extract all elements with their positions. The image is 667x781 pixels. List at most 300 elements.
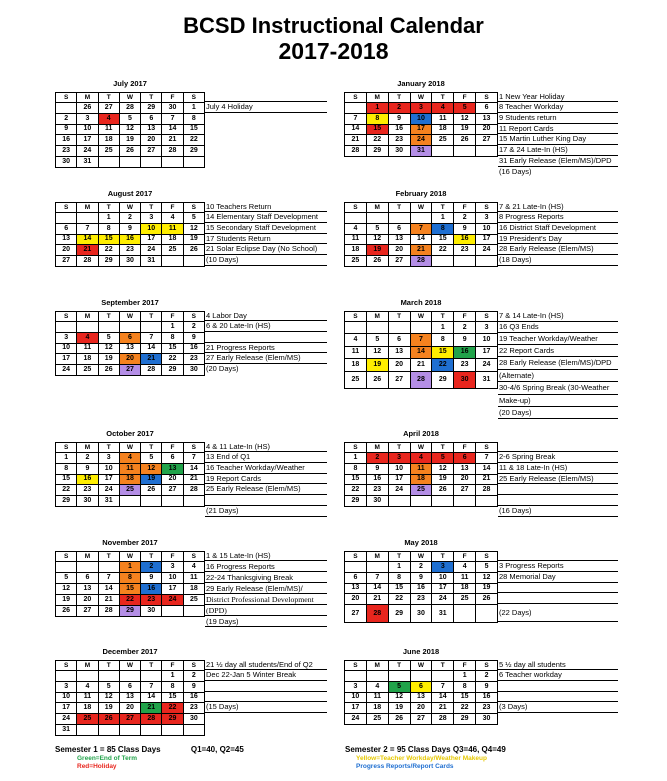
day-cell: 17 (98, 474, 119, 485)
day-cell: 29 (345, 496, 367, 507)
day-cell: 27 (119, 365, 140, 376)
day-cell (119, 156, 140, 167)
day-cell: 10 (141, 223, 162, 234)
day-cell (98, 322, 119, 333)
day-cell (162, 156, 183, 167)
day-cell: 9 (476, 681, 498, 692)
day-cell: 20 (141, 135, 162, 146)
event-note: 22 Report Cards (498, 345, 618, 357)
day-cell: 27 (162, 485, 183, 496)
day-cell: 27 (345, 605, 367, 623)
day-cell: 4 (77, 332, 98, 343)
day-cell: 6 (119, 681, 140, 692)
day-cell: 12 (98, 692, 119, 703)
day-cell: 11 (345, 346, 367, 358)
day-cell: 12 (366, 234, 388, 245)
day-cell: 30 (162, 103, 183, 114)
day-cell: 15 (345, 474, 367, 485)
event-note: 16 Progress Reports (205, 561, 327, 572)
day-cell: 18 (162, 234, 183, 245)
day-cell: 26 (476, 594, 498, 605)
day-cell: 25 (454, 594, 476, 605)
day-cell: 1 (432, 213, 454, 224)
day-cell: 19 (98, 354, 119, 365)
semester-1-quarters: Q1=40, Q2=45 (190, 745, 244, 754)
day-cell: 10 (432, 572, 454, 583)
day-cell: 5 (388, 681, 410, 692)
day-cell: 4 (77, 681, 98, 692)
day-cell: 2 (77, 453, 98, 464)
day-cell: 24 (98, 485, 119, 496)
day-cell: 22 (98, 245, 119, 256)
day-cell: 24 (162, 595, 183, 606)
day-cell (388, 213, 410, 224)
day-cell: 28 (432, 714, 454, 725)
day-cell: 6 (77, 573, 98, 584)
event-note: 16 Q3 Ends (498, 322, 618, 333)
day-cell: 27 (388, 256, 410, 267)
day-cell: 24 (388, 485, 410, 496)
day-cell: 23 (366, 485, 388, 496)
day-cell (454, 496, 476, 507)
day-cell: 3 (98, 453, 119, 464)
day-cell: 29 (56, 496, 77, 507)
event-note: 19 Teacher Workday/Weather (498, 333, 618, 345)
event-note (205, 692, 327, 703)
day-cell: 4 (410, 453, 432, 464)
day-cell: 31 (410, 146, 432, 157)
day-cell: 30 (119, 256, 140, 267)
day-cell: 15 (432, 234, 454, 245)
weekday-header: T (388, 312, 410, 322)
day-cell: 12 (388, 692, 410, 703)
day-cell: 18 (345, 245, 367, 256)
month-name: October 2017 (106, 429, 154, 438)
day-cell: 2 (366, 453, 388, 464)
event-note: 15 Secondary Staff Development (205, 223, 327, 234)
weekday-header: S (56, 443, 77, 453)
day-cell: 15 (432, 346, 454, 358)
day-cell: 19 (432, 474, 454, 485)
day-cell: 15 (56, 474, 77, 485)
day-cell: 6 (119, 332, 140, 343)
event-note (205, 495, 327, 506)
weekday-header: T (432, 552, 454, 562)
day-cell (77, 562, 98, 573)
event-note (205, 681, 327, 692)
day-cell: 25 (345, 371, 367, 389)
day-cell (56, 671, 77, 682)
day-cell (432, 256, 454, 267)
event-note: 25 Early Release (Elem/MS) (205, 484, 327, 495)
day-cell (77, 724, 98, 735)
day-cell: 17 (388, 474, 410, 485)
day-cell: 10 (410, 113, 432, 124)
event-note (498, 551, 618, 561)
day-cell: 20 (56, 245, 77, 256)
day-cell: 1 (183, 103, 204, 114)
weekday-header: T (141, 443, 162, 453)
day-cell (162, 724, 183, 735)
day-cell: 3 (476, 322, 498, 334)
day-cell: 10 (162, 573, 183, 584)
weekday-header: T (388, 203, 410, 213)
day-cell: 11 (366, 692, 388, 703)
day-cell (162, 496, 183, 507)
day-cell: 22 (454, 703, 476, 714)
event-note: Make-up) (498, 395, 618, 407)
legend-red: Red=Holiday (77, 763, 117, 770)
event-note: 14 Elementary Staff Development (205, 212, 327, 223)
day-cell: 27 (388, 371, 410, 389)
day-cell: 20 (476, 124, 498, 135)
day-cell: 20 (388, 359, 410, 371)
day-cell (432, 496, 454, 507)
weekday-header: T (98, 203, 119, 213)
day-cell: 10 (388, 463, 410, 474)
day-cell: 19 (366, 359, 388, 371)
weekday-header: F (162, 312, 183, 322)
day-cell: 26 (119, 146, 140, 157)
day-cell: 28 (345, 146, 367, 157)
semester-2-summary: Semester 2 = 95 Class Days Q3=46, Q4=49 (345, 745, 506, 754)
day-cell: 16 (183, 692, 204, 703)
day-cell: 22 (388, 594, 410, 605)
day-cell (56, 562, 77, 573)
day-cell: 7 (476, 453, 498, 464)
day-cell: 13 (141, 124, 162, 135)
day-cell: 22 (366, 135, 388, 146)
day-cell: 17 (476, 234, 498, 245)
day-cell (388, 322, 410, 334)
calendar-grid (55, 92, 205, 168)
day-cell: 29 (162, 365, 183, 376)
day-cell: 22 (162, 703, 183, 714)
day-cell: 25 (162, 245, 183, 256)
day-cell: 6 (454, 453, 476, 464)
day-cell: 20 (454, 474, 476, 485)
calendar-grid (55, 311, 205, 376)
day-cell: 1 (345, 453, 367, 464)
event-note: 21 Solar Eclipse Day (No School) (205, 244, 327, 255)
weekday-header: S (56, 552, 77, 562)
day-cell: 26 (388, 714, 410, 725)
weekday-header: T (432, 312, 454, 322)
day-cell: 27 (476, 135, 498, 146)
calendar-grid (55, 202, 205, 267)
day-cell: 5 (476, 562, 498, 573)
day-cell: 14 (141, 343, 162, 354)
weekday-header: T (141, 312, 162, 322)
day-cell: 25 (119, 485, 140, 496)
day-cell: 19 (388, 703, 410, 714)
event-note: (21 Days) (205, 506, 327, 517)
day-cell: 7 (98, 573, 119, 584)
day-cell: 25 (77, 714, 98, 725)
weekday-header: W (410, 443, 432, 453)
day-cell: 17 (56, 703, 77, 714)
day-cell: 17 (345, 703, 367, 714)
day-cell: 27 (141, 146, 162, 157)
day-cell: 2 (454, 213, 476, 224)
day-cell: 19 (454, 124, 476, 135)
day-cell: 20 (119, 354, 140, 365)
day-cell: 1 (162, 671, 183, 682)
day-cell: 17 (77, 135, 98, 146)
day-cell: 24 (56, 714, 77, 725)
day-cell: 4 (366, 681, 388, 692)
weekday-header: S (476, 443, 498, 453)
legend-yellow: Yellow=Teacher Workday/Weather Makeup (356, 755, 487, 762)
day-cell: 23 (410, 594, 432, 605)
day-cell (345, 562, 367, 573)
weekday-header: T (141, 203, 162, 213)
weekday-header: M (77, 93, 98, 103)
day-cell: 28 (183, 485, 204, 496)
day-cell: 19 (183, 234, 204, 245)
day-cell: 15 (119, 584, 140, 595)
day-cell: 3 (56, 332, 77, 343)
day-cell (432, 671, 454, 682)
day-cell: 31 (141, 256, 162, 267)
day-cell: 10 (345, 692, 367, 703)
weekday-header: T (388, 661, 410, 671)
day-cell: 7 (162, 113, 183, 124)
day-cell: 26 (77, 103, 98, 114)
day-cell: 9 (454, 223, 476, 234)
day-cell: 18 (77, 703, 98, 714)
day-cell: 9 (454, 334, 476, 346)
day-cell: 22 (183, 135, 204, 146)
day-cell: 5 (366, 223, 388, 234)
day-cell: 3 (141, 213, 162, 224)
day-cell: 21 (432, 703, 454, 714)
day-cell: 4 (345, 334, 367, 346)
event-note: (22 Days) (498, 604, 618, 622)
weekday-header: T (98, 93, 119, 103)
day-cell (183, 256, 204, 267)
day-cell: 18 (432, 124, 454, 135)
event-note: (20 Days) (498, 407, 618, 419)
day-cell: 10 (98, 463, 119, 474)
day-cell: 25 (183, 595, 204, 606)
event-note: 5 ½ day all students (498, 660, 618, 670)
day-cell: 14 (183, 463, 204, 474)
day-cell (476, 496, 498, 507)
day-cell: 3 (388, 453, 410, 464)
day-cell: 14 (162, 124, 183, 135)
day-cell: 28 (141, 365, 162, 376)
day-cell: 29 (432, 371, 454, 389)
weekday-header: F (162, 552, 183, 562)
weekday-header: M (366, 312, 388, 322)
day-cell (162, 256, 183, 267)
weekday-header: S (345, 443, 367, 453)
page-subtitle: 2017-2018 (278, 38, 389, 64)
event-note: 9 Students return (498, 113, 618, 124)
event-note: 17 & 24 Late-In (HS) (498, 145, 618, 156)
day-cell: 12 (119, 124, 140, 135)
weekday-header: T (141, 661, 162, 671)
day-cell: 28 (98, 606, 119, 617)
event-note: 21 ½ day all students/End of Q2 (205, 660, 327, 670)
weekday-header: F (162, 443, 183, 453)
event-note: (19 Days) (205, 616, 327, 627)
day-cell: 31 (56, 724, 77, 735)
day-cell: 29 (162, 714, 183, 725)
day-cell: 31 (476, 371, 498, 389)
day-cell: 22 (162, 354, 183, 365)
day-cell: 1 (454, 671, 476, 682)
weekday-header: T (141, 93, 162, 103)
weekday-header: W (410, 661, 432, 671)
day-cell: 6 (410, 681, 432, 692)
day-cell (345, 213, 367, 224)
day-cell: 30 (77, 496, 98, 507)
day-cell: 5 (56, 573, 77, 584)
day-cell: 2 (183, 671, 204, 682)
day-cell: 29 (98, 256, 119, 267)
weekday-header: S (345, 661, 367, 671)
month-name: January 2018 (397, 79, 445, 88)
weekday-header: S (56, 93, 77, 103)
day-cell: 6 (141, 113, 162, 124)
day-cell: 30 (183, 714, 204, 725)
day-cell: 21 (410, 245, 432, 256)
day-cell: 8 (162, 332, 183, 343)
day-cell (56, 322, 77, 333)
day-cell: 30 (410, 605, 432, 623)
day-cell: 28 (410, 371, 432, 389)
month-name: November 2017 (102, 538, 158, 547)
day-cell: 25 (77, 365, 98, 376)
day-cell (454, 146, 476, 157)
day-cell: 7 (77, 223, 98, 234)
day-cell: 25 (410, 485, 432, 496)
day-cell: 19 (119, 135, 140, 146)
day-cell: 24 (410, 135, 432, 146)
day-cell: 17 (432, 583, 454, 594)
event-note: 30-4/6 Spring Break (30-Weather (498, 382, 618, 394)
day-cell: 12 (454, 113, 476, 124)
event-note: 4 Labor Day (205, 311, 327, 321)
day-cell: 26 (366, 256, 388, 267)
weekday-header: M (366, 661, 388, 671)
day-cell: 8 (432, 334, 454, 346)
day-cell: 18 (98, 135, 119, 146)
weekday-header: F (454, 93, 476, 103)
event-note: (16 Days) (499, 166, 532, 176)
day-cell: 7 (410, 334, 432, 346)
day-cell: 6 (388, 334, 410, 346)
day-cell: 14 (432, 692, 454, 703)
day-cell: 26 (183, 245, 204, 256)
day-cell: 26 (366, 371, 388, 389)
event-note: 31 Early Release (Elem/MS)/DPD (498, 156, 618, 167)
day-cell: 23 (183, 703, 204, 714)
day-cell: 7 (410, 223, 432, 234)
event-note: 11 & 18 Late-In (HS) (498, 463, 618, 474)
weekday-header: S (345, 552, 367, 562)
weekday-header: T (432, 443, 454, 453)
event-note (498, 583, 618, 594)
day-cell: 9 (183, 681, 204, 692)
day-cell: 13 (388, 234, 410, 245)
day-cell: 9 (141, 573, 162, 584)
day-cell (366, 562, 388, 573)
day-cell: 16 (119, 234, 140, 245)
day-cell: 26 (454, 135, 476, 146)
weekday-header: W (119, 443, 140, 453)
weekday-header: S (183, 203, 204, 213)
event-note: 17 Students Return (205, 234, 327, 245)
weekday-header: F (162, 661, 183, 671)
day-cell: 24 (56, 365, 77, 376)
day-cell: 9 (119, 223, 140, 234)
weekday-header: T (98, 443, 119, 453)
event-note (498, 681, 618, 692)
day-cell: 14 (366, 583, 388, 594)
day-cell: 30 (366, 496, 388, 507)
event-note: 15 Martin Luther King Day (498, 134, 618, 145)
day-cell: 2 (119, 213, 140, 224)
day-cell: 2 (454, 322, 476, 334)
day-cell: 24 (77, 146, 98, 157)
day-cell: 4 (345, 223, 367, 234)
weekday-header: W (410, 312, 432, 322)
day-cell: 13 (454, 463, 476, 474)
day-cell: 1 (162, 322, 183, 333)
weekday-header: T (388, 443, 410, 453)
day-cell: 4 (454, 562, 476, 573)
day-cell (141, 322, 162, 333)
day-cell: 26 (56, 606, 77, 617)
day-cell: 21 (141, 703, 162, 714)
day-cell: 6 (345, 572, 367, 583)
event-note: 6 & 20 Late-In (HS) (205, 321, 327, 332)
weekday-header: M (77, 661, 98, 671)
day-cell: 12 (366, 346, 388, 358)
day-cell: 2 (388, 103, 410, 114)
day-cell (119, 322, 140, 333)
day-cell (410, 322, 432, 334)
day-cell: 20 (345, 594, 367, 605)
event-note: 1 & 15 Late-In (HS) (205, 551, 327, 561)
day-cell (56, 213, 77, 224)
month-name: December 2017 (102, 647, 158, 656)
day-cell (476, 146, 498, 157)
day-cell: 30 (183, 365, 204, 376)
day-cell: 27 (119, 714, 140, 725)
weekday-header: M (366, 552, 388, 562)
day-cell (366, 213, 388, 224)
event-note: 19 President's Day (498, 234, 618, 245)
day-cell: 11 (162, 223, 183, 234)
day-cell: 22 (56, 485, 77, 496)
weekday-header: S (476, 552, 498, 562)
day-cell: 3 (432, 562, 454, 573)
day-cell: 15 (98, 234, 119, 245)
day-cell: 6 (56, 223, 77, 234)
day-cell: 29 (388, 605, 410, 623)
day-cell (388, 671, 410, 682)
day-cell: 26 (98, 714, 119, 725)
event-note: 29 Early Release (Elem/MS)/ (205, 583, 327, 594)
day-cell: 29 (366, 146, 388, 157)
day-cell: 23 (454, 245, 476, 256)
weekday-header: S (345, 93, 367, 103)
day-cell: 3 (77, 113, 98, 124)
